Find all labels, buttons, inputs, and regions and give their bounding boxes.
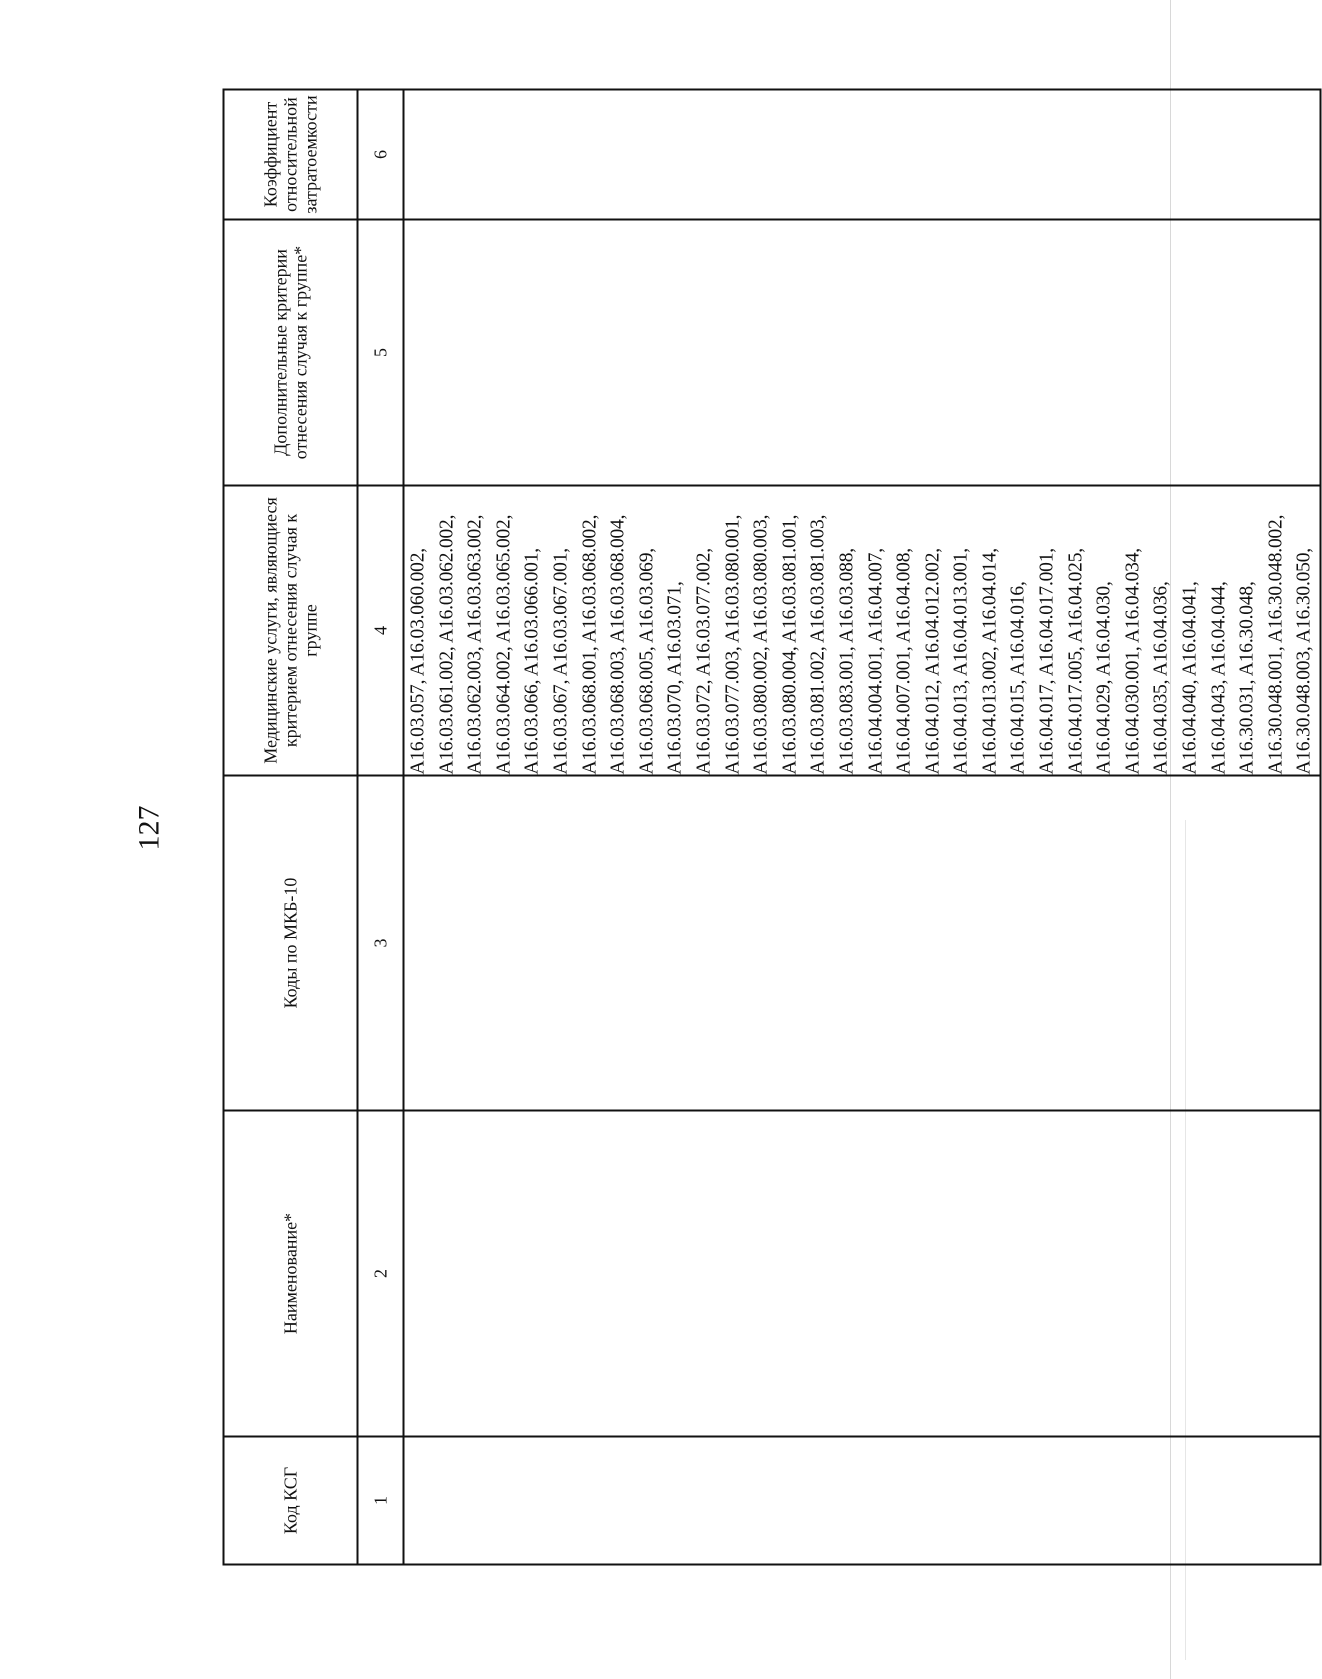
service-code-line: A16.30.031, A16.30.048,: [1236, 581, 1258, 775]
page-number: 127: [132, 805, 166, 851]
service-code-line: A16.04.012, A16.04.012.002,: [922, 548, 944, 775]
table-row: [404, 90, 1321, 1565]
service-code-line: A16.03.057, A16.03.060.002,: [407, 548, 429, 775]
service-code-line: A16.04.015, A16.04.016,: [1007, 581, 1029, 775]
service-code-line: A16.04.004.001, A16.04.007,: [865, 548, 886, 775]
cell-medical-services: [404, 486, 1321, 776]
service-code-line: A16.03.077.003, A16.03.080.001,: [722, 514, 744, 775]
service-code-line: A16.03.068.003, A16.03.068.004,: [607, 514, 629, 775]
header-medical-services: Медицинские услуги, являющиеся критерием отнесения случая к группе: [224, 486, 358, 776]
cell-extra-criteria: [404, 220, 1321, 486]
service-code-line: A16.04.013.002, A16.04.014,: [979, 548, 1001, 775]
column-number: 5: [358, 220, 404, 486]
header-extra-criteria: Дополнительные критерии отнесения случая к группе*: [224, 220, 358, 486]
column-number: 4: [358, 486, 404, 776]
service-code-line: A16.04.043, A16.04.044,: [1208, 581, 1230, 775]
ksg-table: [223, 89, 1322, 1566]
service-code-line: A16.04.030.001, A16.04.034,: [1122, 548, 1144, 775]
service-code-line: A16.04.017.005, A16.04.025,: [1065, 548, 1087, 775]
table-header-row: [224, 90, 358, 1565]
header-name: Наименование*: [224, 1111, 358, 1437]
service-code-line: A16.03.068.005, A16.03.069,: [636, 548, 658, 775]
cell-coefficient: [404, 90, 1321, 220]
service-code-line: A16.04.007.001, A16.04.008,: [893, 548, 915, 775]
column-number: 3: [358, 776, 404, 1111]
service-code-line: A16.04.017, A16.04.017.001,: [1036, 548, 1058, 775]
header-ksg-code: Код КСГ: [224, 1437, 358, 1565]
column-number-row: [358, 90, 404, 1565]
column-number: 6: [358, 90, 404, 220]
cell-mkb-codes: [404, 776, 1321, 1111]
service-code-line: A16.03.064.002, A16.03.065.002,: [493, 514, 515, 775]
document-page: [132, 91, 1315, 1566]
header-coefficient: Коэффициент относительной затратоемкости: [224, 90, 358, 220]
service-code-line: A16.03.062.003, A16.03.063.002,: [464, 514, 486, 775]
service-code-line: A16.03.080.004, A16.03.081.001,: [779, 514, 801, 775]
header-mkb-codes: Коды по МКБ-10: [224, 776, 358, 1111]
service-code-line: A16.03.072, A16.03.077.002,: [693, 548, 715, 775]
service-code-line: A16.04.035, A16.04.036,: [1150, 581, 1172, 775]
service-code-line: A16.03.067, A16.03.067.001,: [550, 548, 572, 775]
service-code-line: A16.04.029, A16.04.030,: [1093, 581, 1115, 775]
column-number: 2: [358, 1111, 404, 1437]
service-code-line: A16.03.081.002, A16.03.081.003,: [807, 514, 829, 775]
service-code-line: A16.03.080.002, A16.03.080.003,: [750, 514, 772, 775]
service-code-line: A16.03.070, A16.03.071,: [664, 581, 686, 775]
column-number: 1: [358, 1437, 404, 1565]
service-code-line: A16.04.040, A16.04.041,: [1179, 581, 1201, 775]
service-code-line: A16.30.048.001, A16.30.048.002,: [1265, 514, 1287, 775]
cell-ksg-code: [404, 1437, 1321, 1565]
service-code-line: A16.03.068.001, A16.03.068.002,: [579, 514, 601, 775]
service-code-line: A16.03.061.002, A16.03.062.002,: [436, 514, 458, 775]
service-code-line: A16.03.066, A16.03.066.001,: [521, 548, 543, 775]
service-code-line: A16.03.083.001, A16.03.088,: [836, 548, 858, 775]
service-code-line: A16.30.048.003, A16.30.050,: [1293, 548, 1315, 775]
service-code-line: A16.04.013, A16.04.013.001,: [950, 548, 972, 775]
cell-name: [404, 1111, 1321, 1437]
